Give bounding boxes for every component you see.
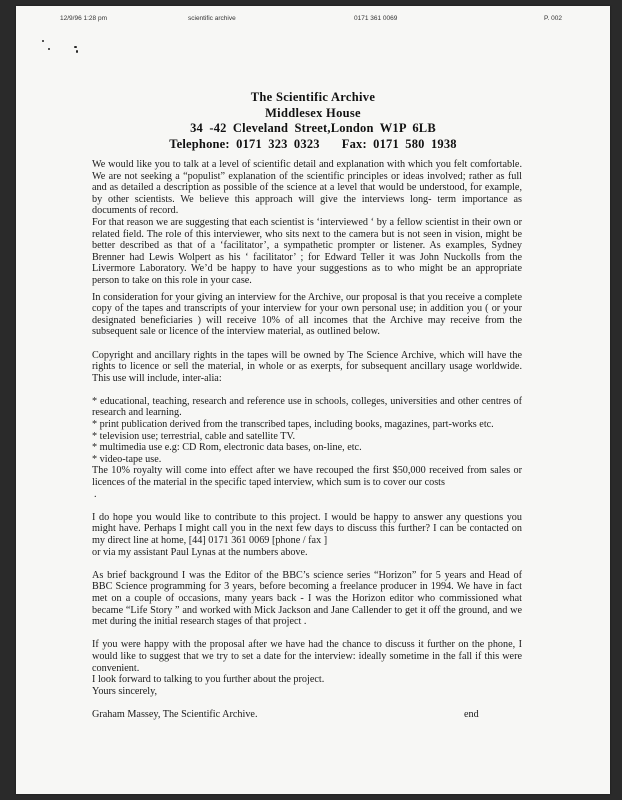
fax-noise-speck	[74, 46, 77, 48]
building-name: Middlesex House	[265, 105, 361, 120]
paragraph-proposal: If you were happy with the proposal after we have had the chance to discuss it further on the phone, I would like to suggest that we try to set a date for the interview: ideally sometime in the fall if this were convenient.	[92, 639, 522, 674]
paragraph-background: As brief background I was the Editor of the BBC’s science series “Horizon” for 5 years and Head of BBC Science programming for 3 years, before becoming a freelance producer in 1994. We have in fact met on a couple of occasions, many years back - I was the Horizon editor who commissioned what became “Life Story ” and worked with Mick Jackson and Jane Callender to get it off the ground, and we met during the initial research stages of that project .	[92, 569, 522, 628]
telephone-number: Telephone: 0171 323 0323	[169, 136, 320, 151]
bullet-television: * television use; terrestrial, cable and satellite TV.	[92, 430, 296, 442]
end-marker: end	[464, 708, 479, 720]
fax-noise-speck	[48, 48, 50, 50]
paragraph-consideration: In consideration for your giving an interview for the Archive, our proposal is that you receive a complete copy of the tapes and transcripts of your interview for your own personal use; in addition you ( or your designated beneficiaries ) will receive 10% of all incomes that the Archive may receive from the subsequent sale or licence of the interview material, as outlined below.	[92, 291, 522, 338]
paragraph-look-forward: I look forward to talking to you further about the project.	[92, 674, 325, 686]
paragraph-contribute: I do hope you would like to contribute to this project. I would be happy to answer any questions you might have. Perhaps I might call you in the next few days to discuss this further? I can be contacted on my direct line at home, [44] 0171 361 0069 [phone / fax ]	[92, 511, 522, 546]
signature: Graham Massey, The Scientific Archive.	[92, 708, 258, 720]
royalty-trailing-dot: .	[94, 488, 97, 500]
org-name: The Scientific Archive	[250, 90, 376, 104]
contact-numbers	[16, 137, 610, 153]
bullet-education: * educational, teaching, research and reference use in schools, colleges, universities and other centres of research and learning.	[92, 395, 522, 419]
paragraph-style: We would like you to talk at a level of scientific detail and explanation with which you felt comfortable. We are not seeking a “populist” explanation of the scientific principles or ideas involved; rather as full and as detailed a description as possible of the science at a level that would be understood, for example, by other scientists. We believe this approach will give the interviews long- term importance as documents of record.	[92, 159, 522, 217]
fax-number: Fax: 0171 580 1938	[341, 136, 457, 151]
letter-body	[92, 159, 522, 721]
fax-page-number: P. 002	[544, 15, 562, 22]
paragraph-assistant: or via my assistant Paul Lynas at the numbers above.	[92, 546, 308, 558]
bullet-multimedia: * multimedia use e.g: CD Rom, electronic data bases, on-line, etc.	[92, 442, 362, 454]
paragraph-copyright: Copyright and ancillary rights in the tapes will be owned by The Science Archive, which will have the rights to licence or sell the material, in whole or as exerpts, for subsequent ancillary usage worldwide. This use will include, inter-alia:	[92, 349, 522, 384]
fax-transmission-header	[16, 15, 610, 27]
street-address: 34 -42 Cleveland Street,London W1P 6LB	[190, 121, 436, 135]
fax-page	[16, 6, 610, 794]
paragraph-royalty: The 10% royalty will come into effect after we have recouped the first $50,000 received from sales or licences of the material in the specific taped interview, which sum is to cover our costs	[92, 465, 522, 489]
letterhead	[16, 90, 610, 152]
fax-noise-speck	[42, 40, 44, 42]
fax-noise-speck	[76, 50, 78, 53]
fax-sender: scientific archive	[188, 15, 236, 22]
bullet-print: * print publication derived from the transcribed tapes, including books, magazines, part-works etc.	[92, 419, 494, 431]
fax-date: 12/9/96 1:28 pm	[60, 15, 107, 22]
paragraph-facilitator: For that reason we are suggesting that each scientist is ‘interviewed ‘ by a fellow scientist in their own or related field. The role of this interviewer, who sits next to the camera but is not seen in vision, might be better described as that of a ‘facilitator’, a sympathetic prompter or listener. As examples, Sydney Brenner had Lewis Wolpert as his ‘ facilitator’ ; for Edward Teller it was John Nuckolls from the Livermore Laboratory. We’d be happy to have your suggestions as to who might be an appropriate person to take on this role in your case.	[92, 216, 522, 286]
fax-phone: 0171 361 0069	[354, 15, 398, 22]
closing: Yours sincerely,	[92, 685, 158, 697]
signoff-line	[92, 709, 522, 721]
bullet-video: * video-tape use.	[92, 453, 162, 465]
